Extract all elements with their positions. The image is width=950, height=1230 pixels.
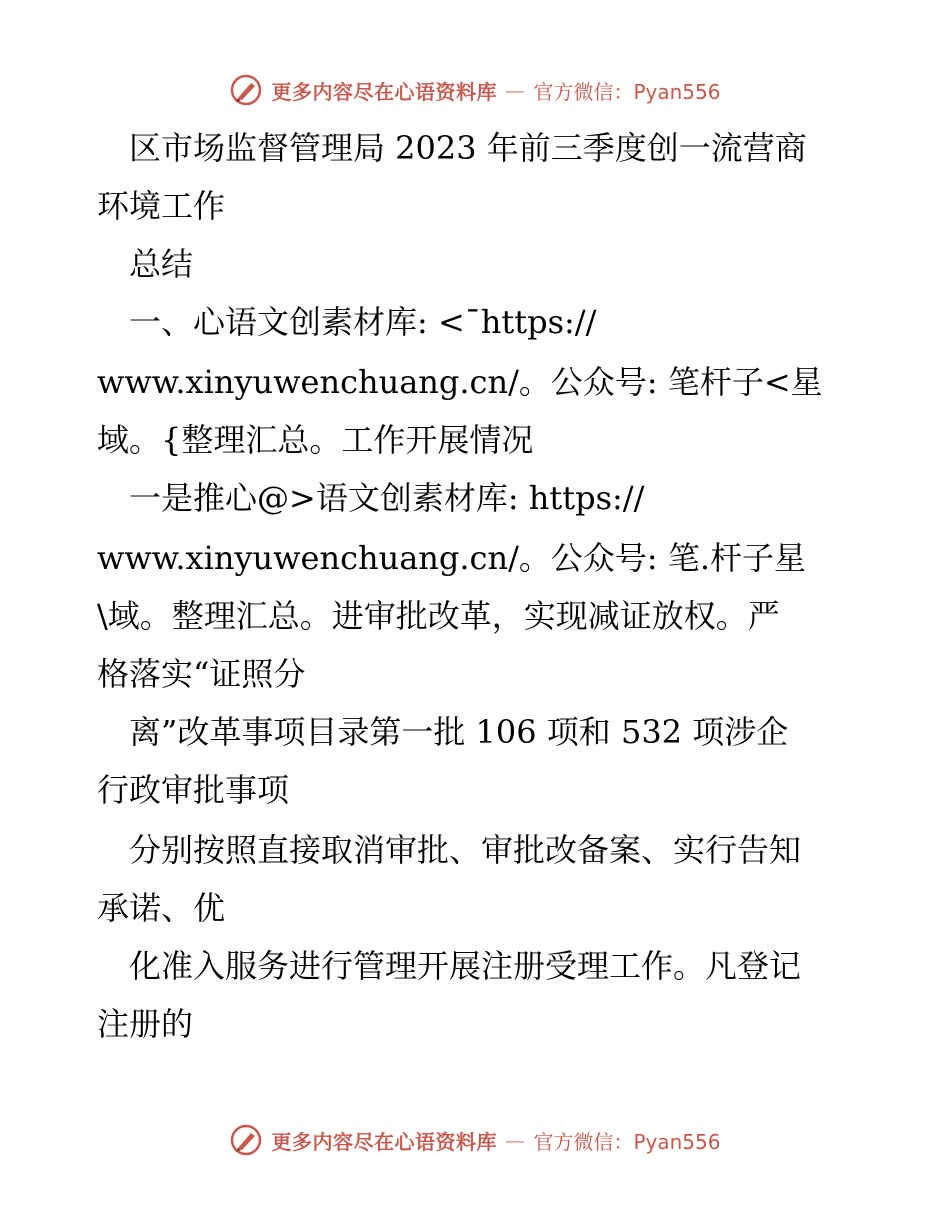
text-line: 域。{整理汇总。工作开展情况 [97, 421, 534, 459]
text-line: 一、心语文创素材库: <¯https:// [97, 303, 597, 341]
text-line: 区市场监督管理局 2023 年前三季度创一流营商 [97, 129, 807, 167]
text-line: 化准入服务进行管理开展注册受理工作。凡登记 [97, 947, 802, 985]
watermark-title: 更多内容尽在心语资料库 [271, 79, 497, 104]
watermark-title: 更多内容尽在心语资料库 [271, 1129, 497, 1154]
text-line: 总结 [97, 245, 194, 283]
text-line: 行政审批事项 [97, 771, 290, 809]
text-line: 承诺、优 [97, 889, 226, 927]
text-line: 格落实“证照分 [97, 655, 306, 693]
pen-logo-icon [229, 73, 263, 107]
header-watermark [0, 70, 950, 110]
text-line: 注册的 [97, 1005, 194, 1043]
text-line: 分别按照直接取消审批、审批改备案、实行告知 [97, 831, 802, 869]
text-line: 离”改革事项目录第一批 106 项和 532 项涉企 [97, 713, 789, 751]
text-line: \域。整理汇总。进审批改革，实现减证放权。严 [97, 597, 780, 635]
text-line: www.xinyuwenchuang.cn/。公众号: 笔.杆子星 [97, 539, 806, 577]
watermark-contact: 官方微信：Pyan556 [533, 79, 721, 104]
pen-logo-icon [229, 1123, 263, 1157]
watermark-separator: — [504, 78, 526, 102]
text-line: www.xinyuwenchuang.cn/。公众号: 笔杆子<星 [97, 363, 823, 401]
text-line: 一是推心@>语文创素材库: https:// [97, 479, 645, 517]
footer-watermark [0, 1120, 950, 1160]
watermark-separator: — [504, 1128, 526, 1152]
text-line: 环境工作 [97, 187, 226, 225]
watermark-contact: 官方微信：Pyan556 [533, 1129, 721, 1154]
